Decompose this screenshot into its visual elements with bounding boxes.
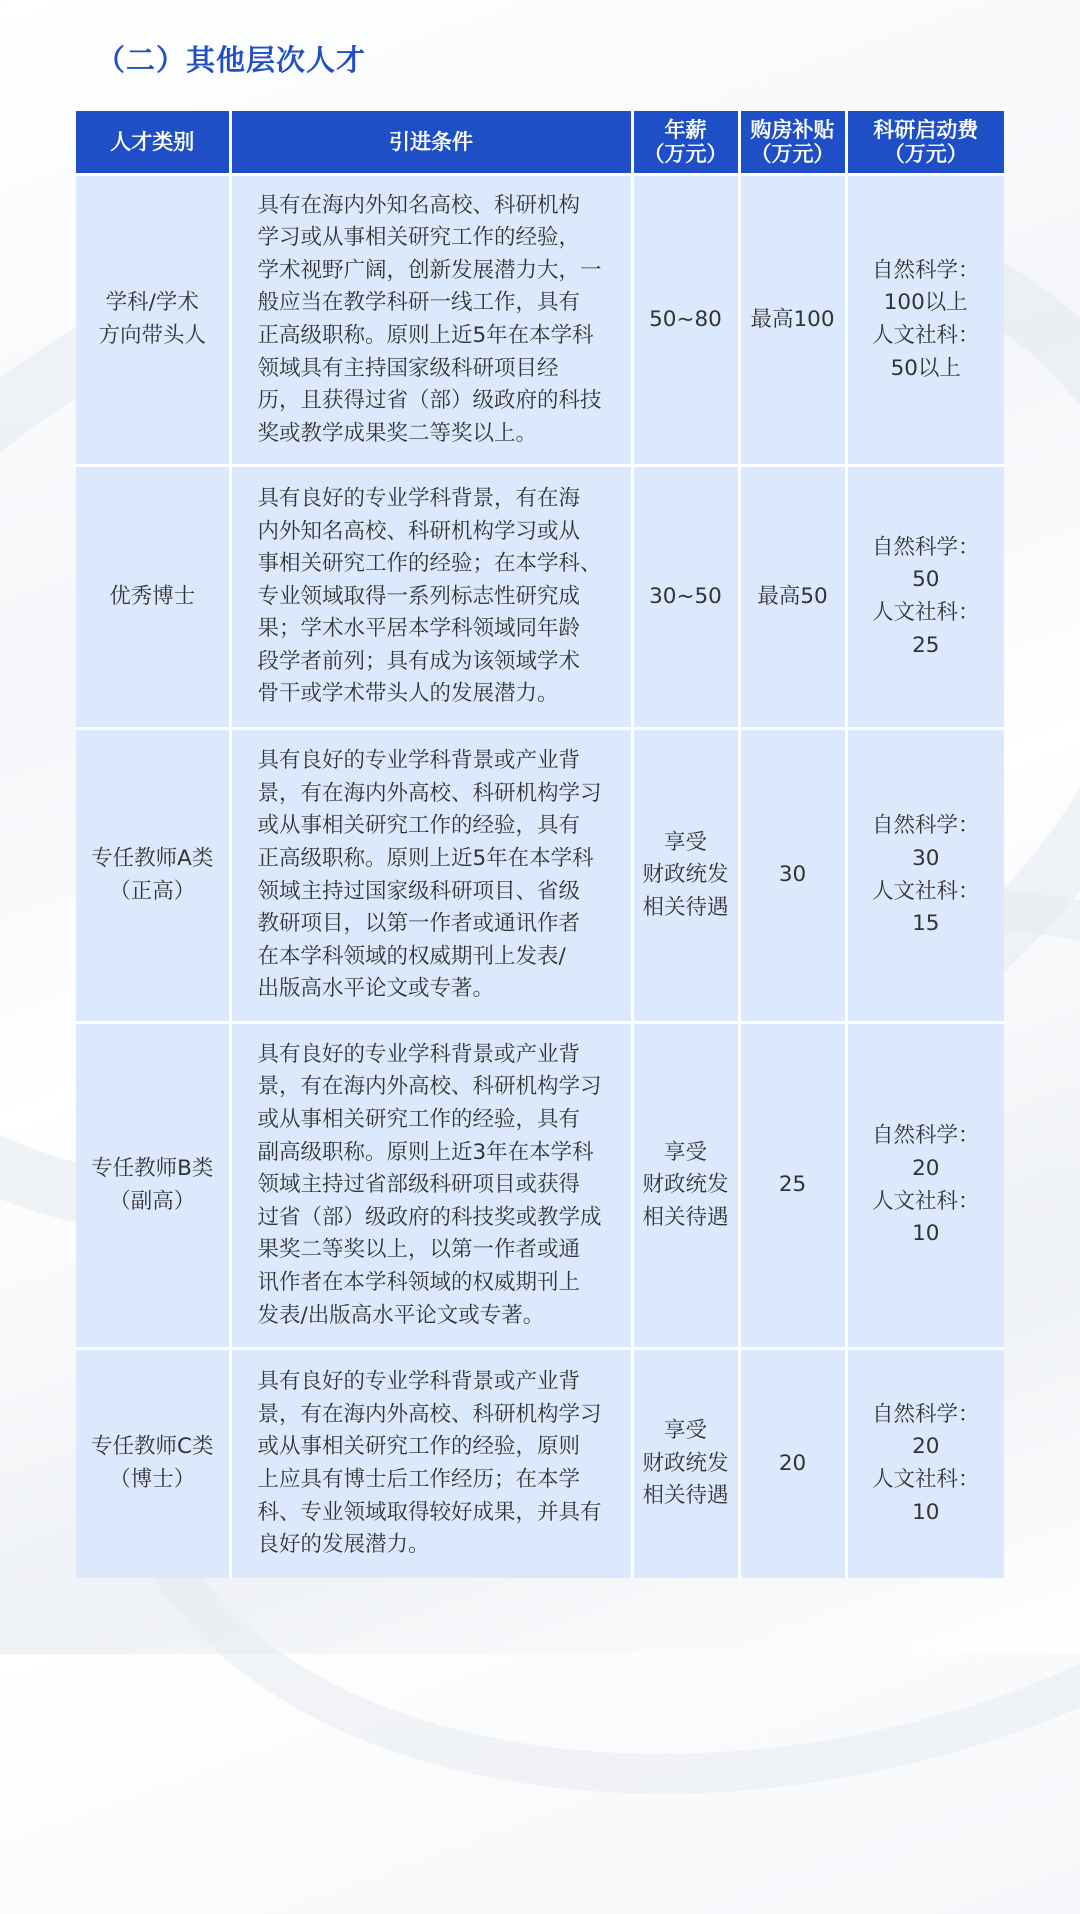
conditions-line: 讯作者在本学科领域的权威期刊上: [257, 1269, 581, 1295]
research-line: 50以上: [890, 355, 961, 381]
category-line: 专任教师A类: [91, 845, 214, 871]
table-header-row: [76, 111, 1004, 175]
category-cell: [76, 466, 230, 729]
housing-value: 最高100: [750, 306, 835, 332]
conditions-line: 在本学科领域的权威期刊上发表/: [257, 943, 566, 969]
header-label: 年薪: [664, 118, 707, 142]
salary-cell: [632, 466, 739, 729]
conditions-line: 具有良好的专业学科背景或产业背: [257, 1369, 581, 1395]
category-cell: [76, 175, 230, 466]
header-unit: （万元）: [750, 142, 835, 166]
header-conditions: [230, 111, 632, 175]
research-line: 15: [912, 911, 940, 937]
conditions-line: 或从事相关研究工作的经验，具有: [257, 1107, 581, 1133]
category-line: 方向带头人: [98, 323, 206, 348]
header-research-funding: [846, 111, 1004, 175]
conditions-line: 正高级职称。原则上近5年在本学科: [257, 845, 594, 871]
conditions-line: 果奖二等奖以上，以第一作者或通: [257, 1237, 581, 1263]
table-row: [76, 466, 1004, 729]
research-cell: [846, 1023, 1004, 1349]
section-title: （二）其他层次人才: [96, 43, 367, 77]
research-line: 人文社科：: [871, 1188, 980, 1214]
research-line: 自然科学：: [871, 534, 980, 560]
housing-value: 最高50: [757, 583, 828, 609]
salary-cell: [632, 729, 739, 1023]
conditions-line: 事相关研究工作的经验；在本学科、: [257, 551, 602, 577]
conditions-line: 果；学术水平居本学科领域同年龄: [257, 616, 581, 642]
category-line: （正高）: [109, 878, 196, 904]
salary-line: 相关待遇: [642, 1204, 729, 1230]
conditions-line: 般应当在教学科研一线工作，具有: [257, 290, 581, 316]
header-housing-subsidy: [739, 111, 846, 175]
research-line: 自然科学：: [871, 257, 980, 283]
category-line: 专任教师B类: [91, 1155, 214, 1181]
category-cell: [76, 1349, 230, 1579]
talent-table: [76, 111, 1004, 1578]
header-label: 购房补贴: [750, 118, 835, 142]
conditions-line: 骨干或学术带头人的发展潜力。: [257, 681, 559, 707]
conditions-line: 良好的发展潜力。: [257, 1532, 430, 1558]
table-row: [76, 729, 1004, 1023]
conditions-line: 副高级职称。原则上近3年在本学科: [257, 1139, 594, 1165]
salary-line: 财政统发: [642, 862, 729, 888]
conditions-line: 学术视野广阔，创新发展潜力大，一: [257, 257, 602, 283]
salary-line: 财政统发: [642, 1172, 729, 1198]
category-cell: [76, 1023, 230, 1349]
housing-value: 25: [778, 1172, 807, 1198]
salary-line: 享受: [663, 1418, 707, 1444]
conditions-line: 领域主持过省部级科研项目或获得: [257, 1172, 581, 1198]
research-line: 10: [912, 1221, 940, 1247]
category-cell: [76, 729, 230, 1023]
header-label: 引进条件: [389, 130, 473, 154]
header-unit: （万元）: [883, 142, 968, 166]
research-cell: [846, 729, 1004, 1023]
research-line: 人文社科：: [871, 323, 980, 348]
conditions-cell: [230, 1023, 632, 1349]
conditions-cell: [230, 1349, 632, 1579]
research-line: 自然科学：: [871, 1401, 980, 1427]
conditions-line: 具有良好的专业学科背景或产业背: [257, 1041, 581, 1067]
salary-line: 享受: [663, 829, 707, 855]
research-line: 20: [912, 1434, 940, 1460]
conditions-line: 具有在海内外知名高校、科研机构: [257, 192, 581, 218]
header-label: 人才类别: [110, 130, 195, 154]
conditions-line: 专业领域取得一系列标志性研究成: [257, 583, 581, 609]
table-row: [76, 1349, 1004, 1579]
category-line: （副高）: [109, 1188, 196, 1214]
research-line: 人文社科：: [871, 600, 980, 625]
research-line: 30: [912, 845, 940, 871]
conditions-line: 科、专业领域取得较好成果，并具有: [257, 1499, 602, 1525]
conditions-line: 领域主持过国家级科研项目、省级: [257, 878, 581, 904]
conditions-line: 段学者前列；具有成为该领域学术: [257, 648, 581, 674]
conditions-line: 领域具有主持国家级科研项目经: [257, 355, 559, 381]
salary-value: 50~80: [649, 306, 722, 332]
conditions-line: 奖或教学成果奖二等奖以上。: [257, 420, 538, 446]
conditions-cell: [230, 466, 632, 729]
conditions-line: 上应具有博士后工作经历；在本学: [257, 1467, 581, 1492]
research-cell: [846, 1349, 1004, 1579]
conditions-line: 或从事相关研究工作的经验，具有: [257, 813, 581, 839]
conditions-line: 或从事相关研究工作的经验，原则: [257, 1434, 581, 1460]
research-line: 20: [912, 1155, 940, 1181]
conditions-line: 内外知名高校、科研机构学习或从: [257, 518, 581, 544]
research-line: 50: [912, 567, 940, 593]
housing-cell: [739, 729, 846, 1023]
category-line: （博士）: [109, 1467, 196, 1492]
header-salary: [632, 111, 739, 175]
conditions-line: 景，有在海内外高校、科研机构学习: [257, 1401, 602, 1427]
research-line: 25: [912, 632, 940, 658]
conditions-line: 具有良好的专业学科背景，有在海: [257, 485, 581, 511]
salary-value: 30~50: [649, 583, 722, 609]
research-line: 100以上: [883, 290, 968, 316]
table-row: [76, 175, 1004, 466]
research-cell: [846, 466, 1004, 729]
salary-line: 相关待遇: [642, 894, 729, 920]
conditions-line: 出版高水平论文或专著。: [257, 976, 495, 1002]
conditions-line: 景，有在海内外高校、科研机构学习: [257, 1074, 602, 1100]
category-line: 学科/学术: [105, 290, 199, 316]
conditions-line: 学习或从事相关研究工作的经验，: [257, 225, 581, 251]
conditions-line: 历，且获得过省（部）级政府的科技: [257, 388, 602, 414]
salary-cell: [632, 175, 739, 466]
category-line: 专任教师C类: [90, 1434, 214, 1460]
conditions-cell: [230, 729, 632, 1023]
research-line: 10: [912, 1499, 940, 1525]
conditions-cell: [230, 175, 632, 466]
housing-cell: [739, 175, 846, 466]
housing-cell: [739, 466, 846, 729]
conditions-line: 过省（部）级政府的科技奖或教学成: [257, 1204, 602, 1230]
conditions-line: 具有良好的专业学科背景或产业背: [257, 748, 581, 774]
salary-cell: [632, 1023, 739, 1349]
housing-value: 20: [778, 1450, 807, 1476]
research-line: 自然科学：: [871, 1123, 980, 1149]
conditions-line: 发表/出版高水平论文或专著。: [257, 1302, 545, 1328]
table-row: [76, 1023, 1004, 1349]
housing-cell: [739, 1023, 846, 1349]
header-talent-category: [76, 111, 230, 175]
research-line: 自然科学：: [871, 813, 980, 839]
research-cell: [846, 175, 1004, 466]
salary-line: 相关待遇: [642, 1483, 729, 1509]
conditions-line: 景，有在海内外高校、科研机构学习: [257, 780, 602, 806]
category-line: 优秀博士: [109, 583, 196, 609]
conditions-line: 教研项目，以第一作者或通讯作者: [257, 911, 581, 937]
header-unit: （万元）: [643, 142, 728, 166]
housing-value: 30: [778, 862, 807, 888]
research-line: 人文社科：: [871, 878, 980, 904]
conditions-line: 正高级职称。原则上近5年在本学科: [257, 323, 594, 348]
header-label: 科研启动费: [873, 118, 979, 142]
salary-line: 财政统发: [642, 1450, 729, 1476]
salary-line: 享受: [663, 1139, 707, 1165]
housing-cell: [739, 1349, 846, 1579]
salary-cell: [632, 1349, 739, 1579]
research-line: 人文社科：: [871, 1467, 980, 1492]
